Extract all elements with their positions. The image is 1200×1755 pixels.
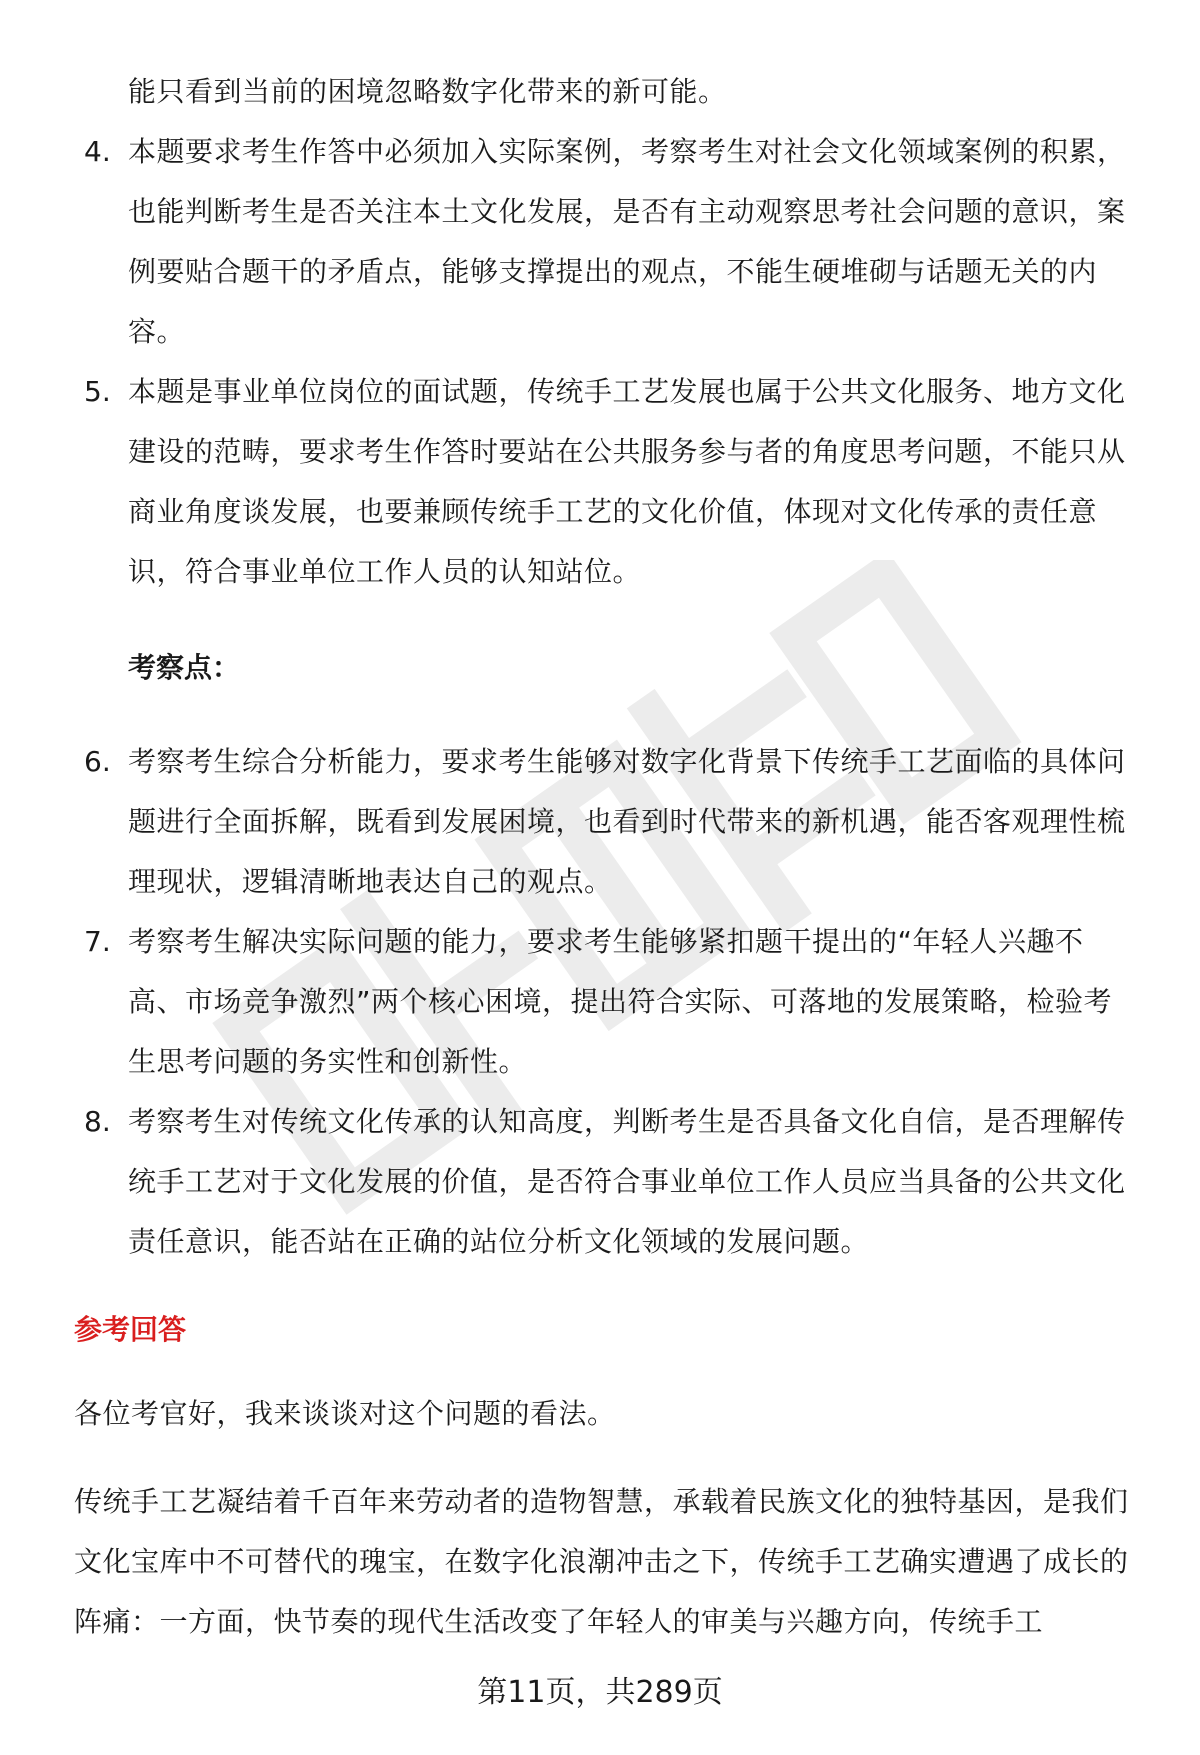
list-item-text: 本题是事业单位岗位的面试题，传统手工艺发展也属于公共文化服务、地方文化建设的范畴，要求考生作答时要站在公共服务参与者的角度思考问题，不能只从商业角度谈发展，也要兼顾传统手工艺的文化价值，体现对文化传承的责任意识，符合事业单位工作人员的认知站位。 (128, 375, 1126, 588)
list-item (0, 912, 1138, 1092)
list-item (0, 362, 1138, 602)
list-item-number: 5. (84, 375, 111, 408)
analysis-list (0, 122, 1200, 602)
list-item-number: 8. (84, 1105, 111, 1138)
list-item-number: 7. (84, 925, 111, 958)
list-item (0, 732, 1138, 912)
list-item (0, 1092, 1138, 1272)
list-item-number: 4. (84, 135, 111, 168)
answer-paragraph: 各位考官好，我来谈谈对这个问题的看法。 (74, 1397, 616, 1430)
list-item-text: 考察考生对传统文化传承的认知高度，判断考生是否具备文化自信，是否理解传统手工艺对于文化发展的价值，是否符合事业单位工作人员应当具备的公共文化责任意识，能否站在正确的站位分析文化领域的发展问题。 (128, 1105, 1126, 1258)
list-item-text: 本题要求考生作答中必须加入实际案例，考察考生对社会文化领域案例的积累，也能判断考生是否关注本土文化发展，是否有主动观察思考社会问题的意识，案例要贴合题干的矛盾点，能够支撑提出的观点，不能生硬堆砌与话题无关的内容。 (128, 135, 1126, 348)
list-item (0, 122, 1138, 362)
examination-points-heading: 考察点： (128, 651, 241, 684)
examination-points-list (0, 732, 1200, 1272)
list-item-text: 考察考生解决实际问题的能力，要求考生能够紧扣题干提出的“年轻人兴趣不高、市场竞争激烈”两个核心困境，提出符合实际、可落地的发展策略，检验考生思考问题的务实性和创新性。 (128, 925, 1113, 1078)
list-item-number: 6. (84, 745, 111, 778)
list-item-text: 考察考生综合分析能力，要求考生能够对数字化背景下传统手工艺面临的具体问题进行全面拆解，既看到发展困境，也看到时代带来的新机遇，能否客观理性梳理现状，逻辑清晰地表达自己的观点。 (128, 745, 1126, 898)
page-number: 第11页，共289页 (477, 1675, 723, 1710)
reference-answer-title: 参考回答 (74, 1313, 187, 1346)
answer-paragraph: 传统手工艺凝结着千百年来劳动者的造物智慧，承载着民族文化的独特基因，是我们文化宝库中不可替代的瑰宝，在数字化浪潮冲击之下，传统手工艺确实遭遇了成长的阵痛：一方面，快节奏的现代生活改变了年轻人的审美与兴趣方向，传统手工 (74, 1485, 1129, 1638)
continued-text: 能只看到当前的困境忽略数字化带来的新可能。 (128, 75, 727, 108)
